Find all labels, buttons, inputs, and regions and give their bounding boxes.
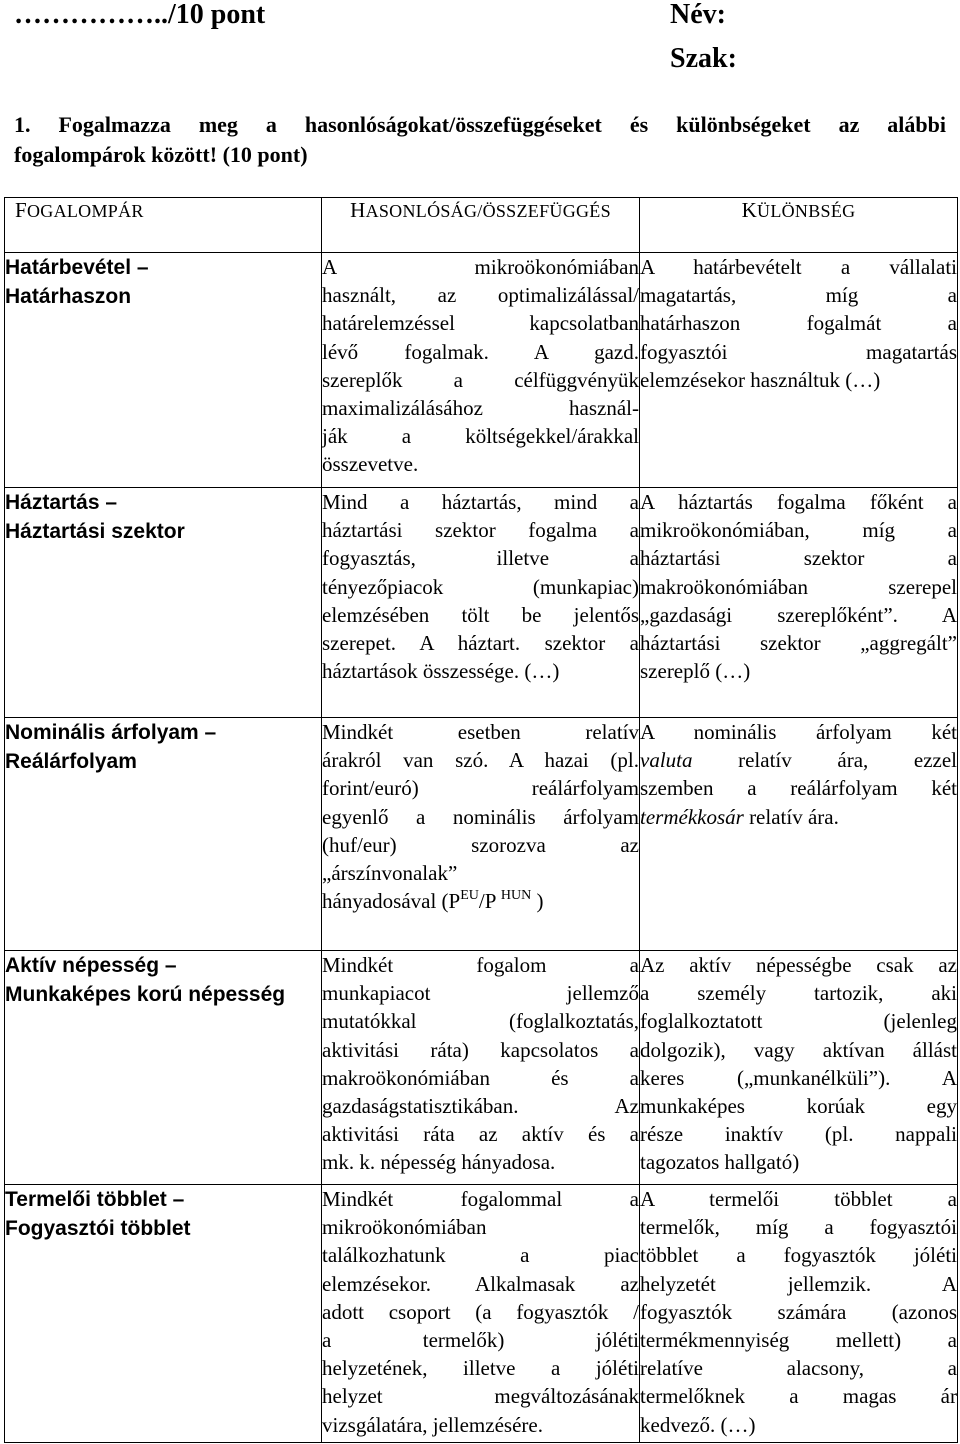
- major-label: Szak:: [670, 43, 737, 74]
- task-line-1: 1. Fogalmazza meg a hasonlóságokat/összefüggéseket és különbségeket az alábbi: [14, 112, 946, 137]
- difference-cell: A termelői többlet a termelők, míg a fogyasztói többlet a fogyasztók jóléti helyzetét jellemzik. A fogyasztók számára (azonos termékmennyiség mellett) a relatíve alacsony, a termelőknek a magas ár kedvező. (…): [640, 1185, 958, 1443]
- difference-cell: A nominális árfolyam két valuta relatív ára, ezzel szemben a reálárfolyam két termékkosár relatív ára.: [640, 718, 958, 951]
- header-similarity: HASONLÓSÁG/ÖSSZEFÜGGÉS: [322, 198, 640, 253]
- table-header-row: [5, 198, 958, 253]
- similarity-cell: Mindkét esetben relatív árakról van szó. A hazai (pl. forint/euró) reálárfolyam egyenlő a nominális árfolyam (huf/eur) szorozva az „árszínvonalak” hányadosával ($P^{EU}/P$ $^{HUN}$ ): [322, 718, 640, 951]
- table-row: [5, 1185, 958, 1443]
- table-row: [5, 253, 958, 488]
- difference-cell: A határbevételt a vállalati magatartás, míg a határhaszon fogalmát a fogyasztói magatartás elemzésekor használtuk (…): [640, 253, 958, 488]
- ratio-formula: hányadosával ($P^{EU}/P$ $^{HUN}$ ): [322, 888, 544, 914]
- name-label: Név:: [670, 0, 726, 30]
- concept-pair: Háztartás – Háztartási szektor: [5, 488, 322, 718]
- table-row: [5, 488, 958, 718]
- task-instruction: [14, 110, 946, 170]
- similarity-cell: A mikroökonómiában használt, az optimalizálással/ határelemzéssel kapcsolatban lévő fogalmak. A gazd. szereplők a célfüggvényük maximalizálásához használ- ják a költségekkel/árakkal összevetve.: [322, 253, 640, 488]
- table-row: [5, 951, 958, 1185]
- concept-pair: Határbevétel – Határhaszon: [5, 253, 322, 488]
- header-concept-pair: FOGALOMPÁR: [5, 198, 322, 253]
- similarity-cell: Mindkét fogalom a munkapiacot jellemző mutatókkal (foglalkoztatás, aktivitási ráta) kapcsolatos a makroökonómiában és a gazdaságstatisztikában. Az aktivitási ráta az aktív és a mk. k. népesség hányadosa.: [322, 951, 640, 1185]
- concept-pair: Termelői többlet – Fogyasztói többlet: [5, 1185, 322, 1443]
- concept-table: [4, 197, 958, 1443]
- similarity-cell: Mindkét fogalommal a mikroökonómiában találkozhatunk a piac elemzésekor. Alkalmasak az adott csoport (a fogyasztók / a termelők) jóléti helyzetének, illetve a jóléti helyzet megváltozásának vizsgálatára, jellemzésére.: [322, 1185, 640, 1443]
- concept-pair: Nominális árfolyam – Reálárfolyam: [5, 718, 322, 951]
- concept-pair: Aktív népesség – Munkaképes korú népesség: [5, 951, 322, 1185]
- task-line-2: fogalompárok között! (10 pont): [14, 142, 308, 167]
- points-field: ……………../10 pont: [14, 0, 266, 30]
- header-difference: KÜLÖNBSÉG: [640, 198, 958, 253]
- difference-cell: A háztartás fogalma főként a mikroökonómiában, míg a háztartási szektor a makroökonómiában szerepel „gazdasági szereplőként”. A háztartási szektor „aggregált” szereplő (…): [640, 488, 958, 718]
- similarity-cell: Mind a háztartás, mind a háztartási szektor fogalma a fogyasztás, illetve a tényezőpiacok (munkapiac) elemzésében tölt be jelentős szerepet. A háztart. szektor a háztartások összessége. (…): [322, 488, 640, 718]
- table-row: [5, 718, 958, 951]
- difference-cell: Az aktív népességbe csak az a személy tartozik, aki foglalkoztatott (jelenleg dolgozik), vagy aktívan állást keres („munkanélküli”). A munkaképes korúak egy része inaktív (pl. nappali tagozatos hallgató): [640, 951, 958, 1185]
